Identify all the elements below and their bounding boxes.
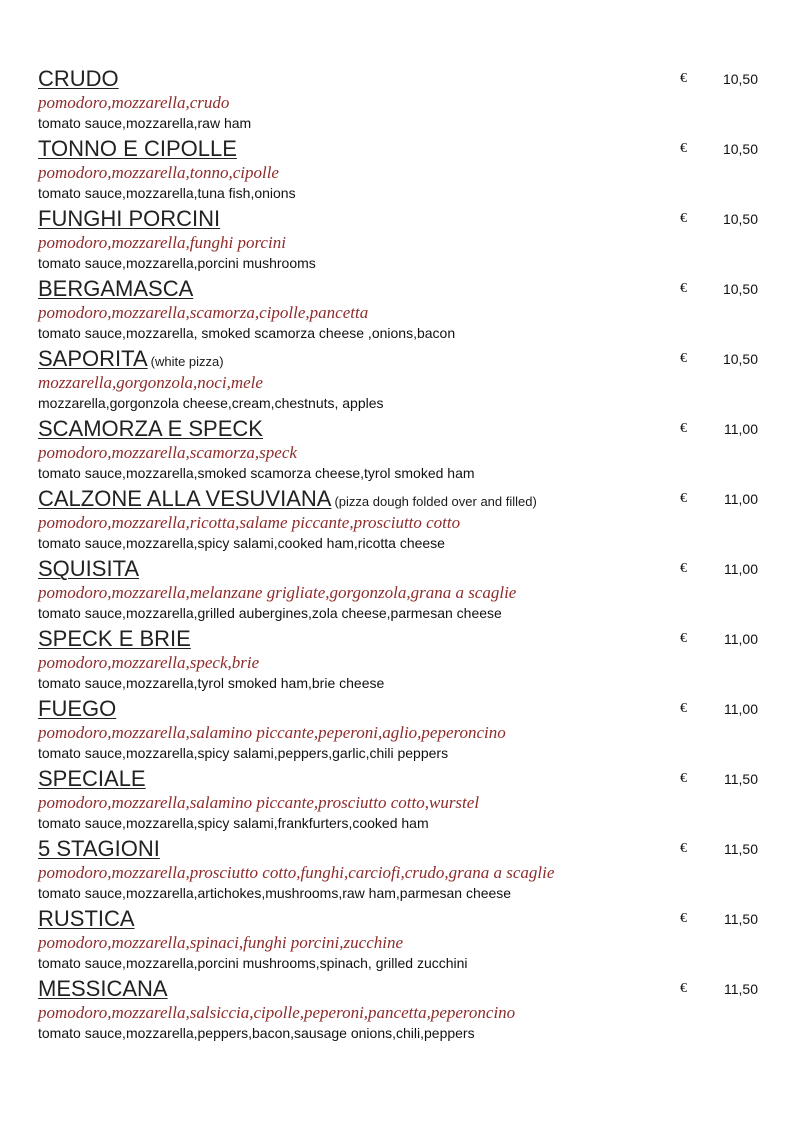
- currency-symbol: €: [680, 281, 687, 296]
- ingredients-italian: pomodoro,mozzarella,scamorza,speck: [38, 443, 297, 462]
- price: 11,50: [724, 911, 758, 927]
- menu-item-title-line: [38, 416, 758, 441]
- ingredients-english: tomato sauce,mozzarella,spicy salami,frankfurters,cooked ham: [38, 815, 429, 831]
- pizza-name: SPECK E BRIE: [38, 626, 191, 651]
- currency-symbol: €: [680, 421, 687, 436]
- menu-item-title-line: [38, 486, 758, 511]
- menu-item: [38, 206, 758, 276]
- price: 10,50: [722, 211, 758, 227]
- price: 11,00: [724, 701, 758, 717]
- menu-item-title-line: [38, 766, 758, 791]
- menu-item-title-line: [38, 556, 758, 581]
- ingredients-english: tomato sauce,mozzarella,porcini mushrooms,spinach, grilled zucchini: [38, 955, 468, 971]
- pizza-name: SCAMORZA E SPECK: [38, 416, 263, 441]
- currency-symbol: €: [680, 561, 687, 576]
- ingredients-italian: pomodoro,mozzarella,crudo: [38, 93, 230, 112]
- ingredients-english: tomato sauce,mozzarella,tyrol smoked ham,brie cheese: [38, 675, 385, 691]
- menu-item: [38, 976, 758, 1046]
- price: 11,50: [724, 841, 758, 857]
- menu-item-title-line: [38, 66, 758, 91]
- ingredients-english: tomato sauce,mozzarella,tuna fish,onions: [38, 185, 296, 201]
- price: 10,50: [722, 281, 758, 297]
- price: 11,50: [724, 771, 758, 787]
- currency-symbol: €: [680, 141, 687, 156]
- menu-item-title-line: [38, 136, 758, 161]
- pizza-name: CALZONE ALLA VESUVIANA: [38, 486, 332, 511]
- menu-item-title-line: [38, 346, 758, 371]
- price: 11,00: [724, 561, 758, 577]
- menu-item: [38, 136, 758, 206]
- ingredients-english: mozzarella,gorgonzola cheese,cream,chestnuts, apples: [38, 395, 384, 411]
- price: 10,50: [722, 71, 758, 87]
- ingredients-italian: mozzarella,gorgonzola,noci,mele: [38, 373, 263, 392]
- ingredients-italian: pomodoro,mozzarella,melanzane grigliate,gorgonzola,grana a scaglie: [38, 583, 517, 602]
- menu-item: [38, 766, 758, 836]
- ingredients-english: tomato sauce,mozzarella,artichokes,mushrooms,raw ham,parmesan cheese: [38, 885, 512, 901]
- menu-item-title-line: [38, 276, 758, 301]
- pizza-name: CRUDO: [38, 66, 119, 91]
- pizza-name: RUSTICA: [38, 906, 135, 931]
- pizza-name: SPECIALE: [38, 766, 146, 791]
- menu-item-title-line: [38, 836, 758, 861]
- currency-symbol: €: [680, 701, 687, 716]
- currency-symbol: €: [680, 491, 687, 506]
- menu-item-title-line: [38, 206, 758, 231]
- pizza-name: 5 STAGIONI: [38, 836, 160, 861]
- menu-item-title-line: [38, 976, 758, 1001]
- ingredients-english: tomato sauce,mozzarella,spicy salami,peppers,garlic,chili peppers: [38, 745, 449, 761]
- ingredients-english: tomato sauce,mozzarella,raw ham: [38, 115, 252, 131]
- pizza-name: SAPORITA: [38, 346, 148, 371]
- price: 11,00: [724, 421, 758, 437]
- pizza-name: MESSICANA: [38, 976, 168, 1001]
- currency-symbol: €: [680, 911, 687, 926]
- ingredients-italian: pomodoro,mozzarella,speck,brie: [38, 653, 260, 672]
- ingredients-english: tomato sauce,mozzarella,grilled aubergines,zola cheese,parmesan cheese: [38, 605, 502, 621]
- pizza-name: BERGAMASCA: [38, 276, 194, 301]
- price: 10,50: [722, 351, 758, 367]
- pizza-name: FUNGHI PORCINI: [38, 206, 221, 231]
- currency-symbol: €: [680, 211, 687, 226]
- currency-symbol: €: [680, 631, 687, 646]
- ingredients-english: tomato sauce,mozzarella, smoked scamorza cheese ,onions,bacon: [38, 325, 456, 341]
- price: 10,50: [722, 141, 758, 157]
- ingredients-italian: pomodoro,mozzarella,salamino piccante,prosciutto cotto,wurstel: [38, 793, 480, 812]
- ingredients-english: tomato sauce,mozzarella,spicy salami,cooked ham,ricotta cheese: [38, 535, 445, 551]
- price: 11,00: [724, 631, 758, 647]
- currency-symbol: €: [680, 771, 687, 786]
- pizza-name: FUEGO: [38, 696, 117, 721]
- menu-item: [38, 836, 758, 906]
- ingredients-italian: pomodoro,mozzarella,scamorza,cipolle,pancetta: [38, 303, 369, 322]
- ingredients-italian: pomodoro,mozzarella,salsiccia,cipolle,peperoni,pancetta,peperoncino: [38, 1003, 516, 1022]
- menu-item: [38, 556, 758, 626]
- menu-item: [38, 486, 758, 556]
- ingredients-italian: pomodoro,mozzarella,spinaci,funghi porcini,zucchine: [38, 933, 404, 952]
- pizza-name: SQUISITA: [38, 556, 140, 581]
- menu-item: [38, 696, 758, 766]
- menu-item: [38, 906, 758, 976]
- ingredients-italian: pomodoro,mozzarella,salamino piccante,peperoni,aglio,peperoncino: [38, 723, 506, 742]
- ingredients-italian: pomodoro,mozzarella,tonno,cipolle: [38, 163, 279, 182]
- menu-item-title-line: [38, 626, 758, 651]
- pizza-name: TONNO E CIPOLLE: [38, 136, 237, 161]
- menu-item: [38, 276, 758, 346]
- currency-symbol: €: [680, 981, 687, 996]
- currency-symbol: €: [680, 71, 687, 86]
- menu-item: [38, 626, 758, 696]
- price: 11,00: [724, 491, 758, 507]
- price: 11,50: [724, 981, 758, 997]
- ingredients-english: tomato sauce,mozzarella,peppers,bacon,sausage onions,chili,peppers: [38, 1025, 475, 1041]
- menu-item-title-line: [38, 906, 758, 931]
- menu-item: [38, 66, 758, 136]
- ingredients-english: tomato sauce,mozzarella,smoked scamorza cheese,tyrol smoked ham: [38, 465, 475, 481]
- currency-symbol: €: [680, 351, 687, 366]
- pizza-note: (pizza dough folded over and filled): [334, 494, 537, 509]
- ingredients-english: tomato sauce,mozzarella,porcini mushrooms: [38, 255, 316, 271]
- pizza-note: (white pizza): [150, 354, 224, 369]
- ingredients-italian: pomodoro,mozzarella,funghi porcini: [38, 233, 286, 252]
- ingredients-italian: pomodoro,mozzarella,prosciutto cotto,funghi,carciofi,crudo,grana a scaglie: [38, 863, 555, 882]
- menu-item: [38, 416, 758, 486]
- ingredients-italian: pomodoro,mozzarella,ricotta,salame piccante,prosciutto cotto: [38, 513, 461, 532]
- menu-item-title-line: [38, 696, 758, 721]
- pizza-menu-list: [38, 66, 758, 1046]
- menu-item: [38, 346, 758, 416]
- currency-symbol: €: [680, 841, 687, 856]
